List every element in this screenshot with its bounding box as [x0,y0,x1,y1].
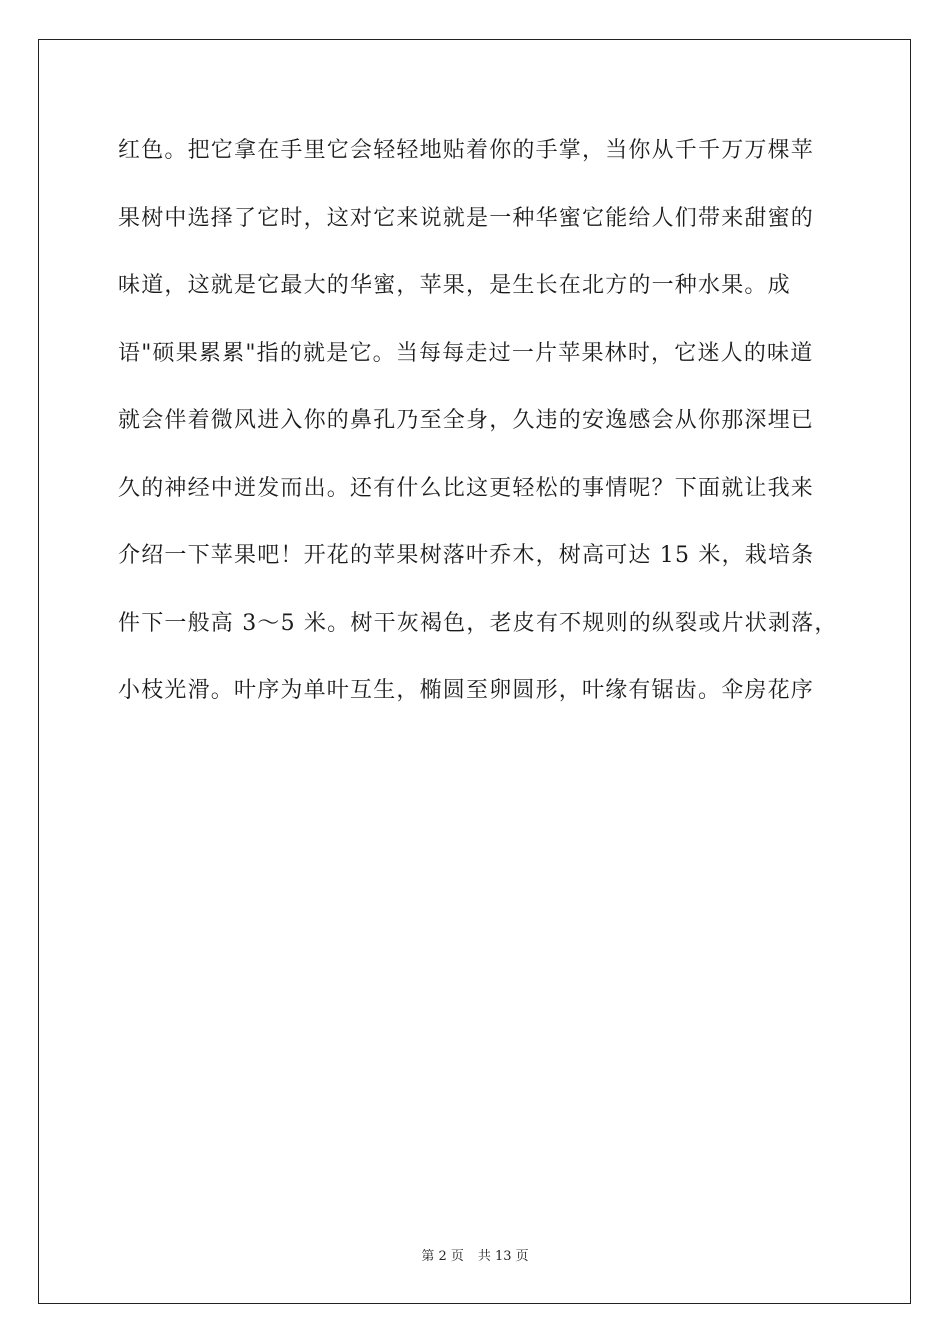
page-number: 第 2 页 [421,1249,464,1264]
total-pages: 共 13 页 [477,1249,529,1264]
text-line-4: 语"硕果累累"指的就是它。当每每走过一片苹果林时，它迷人的味道 [118,340,814,366]
text-line-2: 果树中选择了它时，这对它来说就是一种华蜜它能给人们带来甜蜜的 [118,205,815,231]
text-line-8: 件下一般高 3～5 米。树干灰褐色，老皮有不规则的纵裂或片状剥落， [118,610,838,636]
page-footer [0,1248,950,1266]
text-line-7: 介绍一下苹果吧！开花的苹果树落叶乔木，树高可达 15 米，栽培条 [118,543,815,568]
text-line-6: 久的神经中迸发而出。还有什么比这更轻松的事情呢？下面就让我来 [118,475,815,501]
text-line-1: 红色。把它拿在手里它会轻轻地贴着你的手掌，当你从千千万万棵苹 [118,138,815,163]
text-line-5: 就会伴着微风进入你的鼻孔乃至全身，久违的安逸感会从你那深埋已 [118,408,815,433]
document-body [118,128,858,736]
text-line-3: 味道，这就是它最大的华蜜，苹果，是生长在北方的一种水果。成 [118,273,791,298]
text-line-9: 小枝光滑。叶序为单叶互生，椭圆至卵圆形，叶缘有锯齿。伞房花序 [118,678,815,703]
